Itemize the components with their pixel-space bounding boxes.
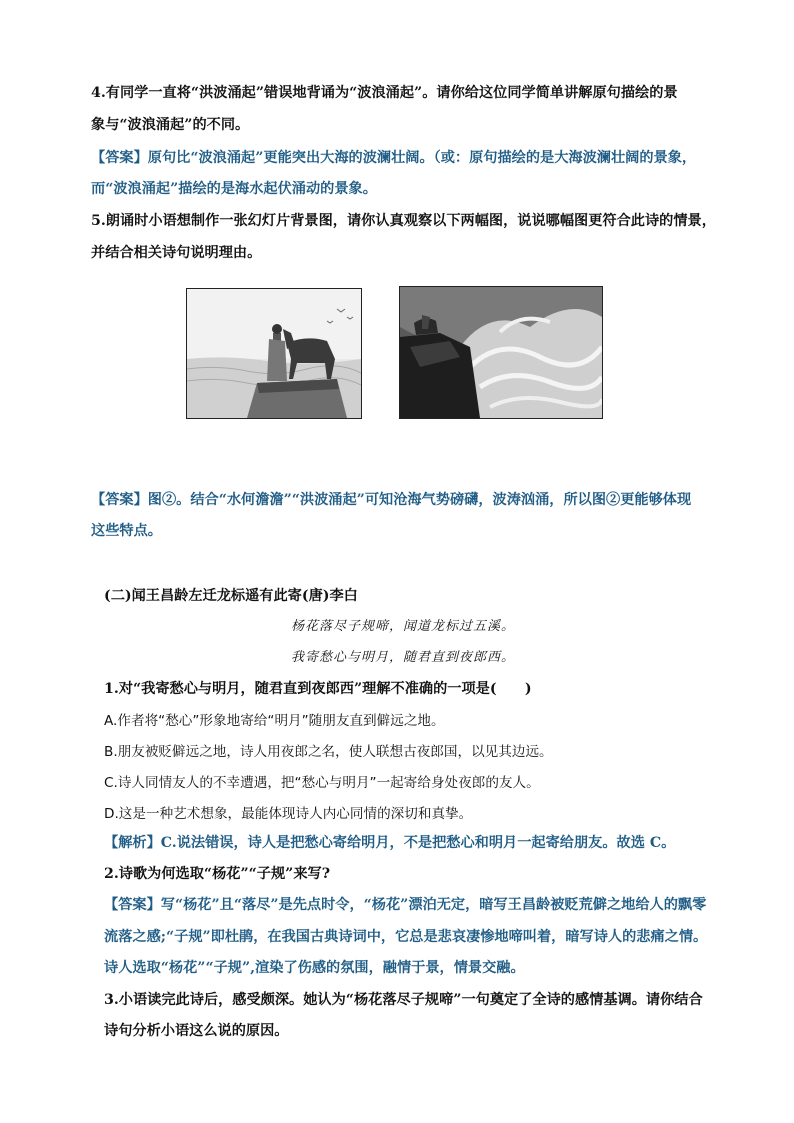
a5-line2: 这些特点。 <box>91 523 162 539</box>
a4-line2: 而“波浪涌起”描绘的是海水起伏涌动的景象。 <box>91 181 377 197</box>
s2q2-stem: 2.诗歌为何选取“杨花”“子规”来写? <box>104 866 331 882</box>
a4-line1: 【答案】原句比“波浪涌起”更能突出大海的波澜壮阔。（或：原句描绘的是大海波澜壮阔的景象， <box>91 150 697 166</box>
q4-line1: 4.有同学一直将“洪波涌起”错误地背诵为“波浪涌起”。请你给这位同学简单讲解原句描绘的景 <box>91 85 678 101</box>
picture-2-image <box>399 286 603 419</box>
s2q2-answer-line1: 【答案】写“杨花”且“落尽”是先点时令，“杨花”漂泊无定，暗写王昌龄被贬荒僻之地给人的飘零 <box>104 897 707 913</box>
q5-line1: 5.朗诵时小语想制作一张幻灯片背景图，请你认真观察以下两幅图，说说哪幅图更符合此诗的情景， <box>91 213 716 229</box>
s2q1-analysis: 【解析】C.说法错误，诗人是把愁心寄给明月，不是把愁心和明月一起寄给朋友。故选 C。 <box>104 835 676 851</box>
s2q2-answer-line3: 诗人选取“杨花”“子规”,渲染了伤感的氛围，融情于景，情景交融。 <box>104 960 525 976</box>
s2q3-line1: 3.小语读完此诗后，感受颇深。她认为“杨花落尽子规啼”一句奠定了全诗的感情基调。请你结合 <box>104 992 703 1008</box>
q5-line2: 并结合相关诗句说明理由。 <box>91 245 262 261</box>
picture-1-image <box>186 288 362 419</box>
s2q3-line2: 诗句分析小语这么说的原因。 <box>104 1023 289 1039</box>
s2q1-option-d: D.这是一种艺术想象，最能体现诗人内心同情的深切和真挚。 <box>104 806 473 822</box>
s2q1-option-c: C.诗人同情友人的不幸遭遇，把“愁心与明月”一起寄给身处夜郎的友人。 <box>104 775 540 791</box>
s2q1-option-a: A.作者将“愁心”形象地寄给“明月”随朋友直到僻远之地。 <box>104 713 445 729</box>
s2q1-option-b: B.朋友被贬僻远之地，诗人用夜郎之名，使人联想古夜郎国，以见其边远。 <box>104 744 553 760</box>
s2q2-answer-line2: 流落之感;“子规”即杜鹃，在我国古典诗词中，它总是悲哀凄惨地啼叫着，暗写诗人的悲痛之情。 <box>104 929 708 945</box>
a5-line1: 【答案】图②。结合“水何澹澹”“洪波涌起”可知沧海气势磅礴，波涛汹涌，所以图②更能够体现 <box>91 492 692 508</box>
poem-line-1: 杨花落尽子规啼，闻道龙标过五溪。 <box>291 619 516 634</box>
s2q1-stem: 1.对“我寄愁心与明月，随君直到夜郎西”理解不准确的一项是( ) <box>104 681 532 697</box>
section2-title: (二)闻王昌龄左迁龙标遥有此寄(唐)李白 <box>104 588 358 604</box>
q4-line2: 象与“波浪涌起”的不同。 <box>91 117 250 133</box>
poem-line-2: 我寄愁心与明月，随君直到夜郎西。 <box>291 650 516 665</box>
